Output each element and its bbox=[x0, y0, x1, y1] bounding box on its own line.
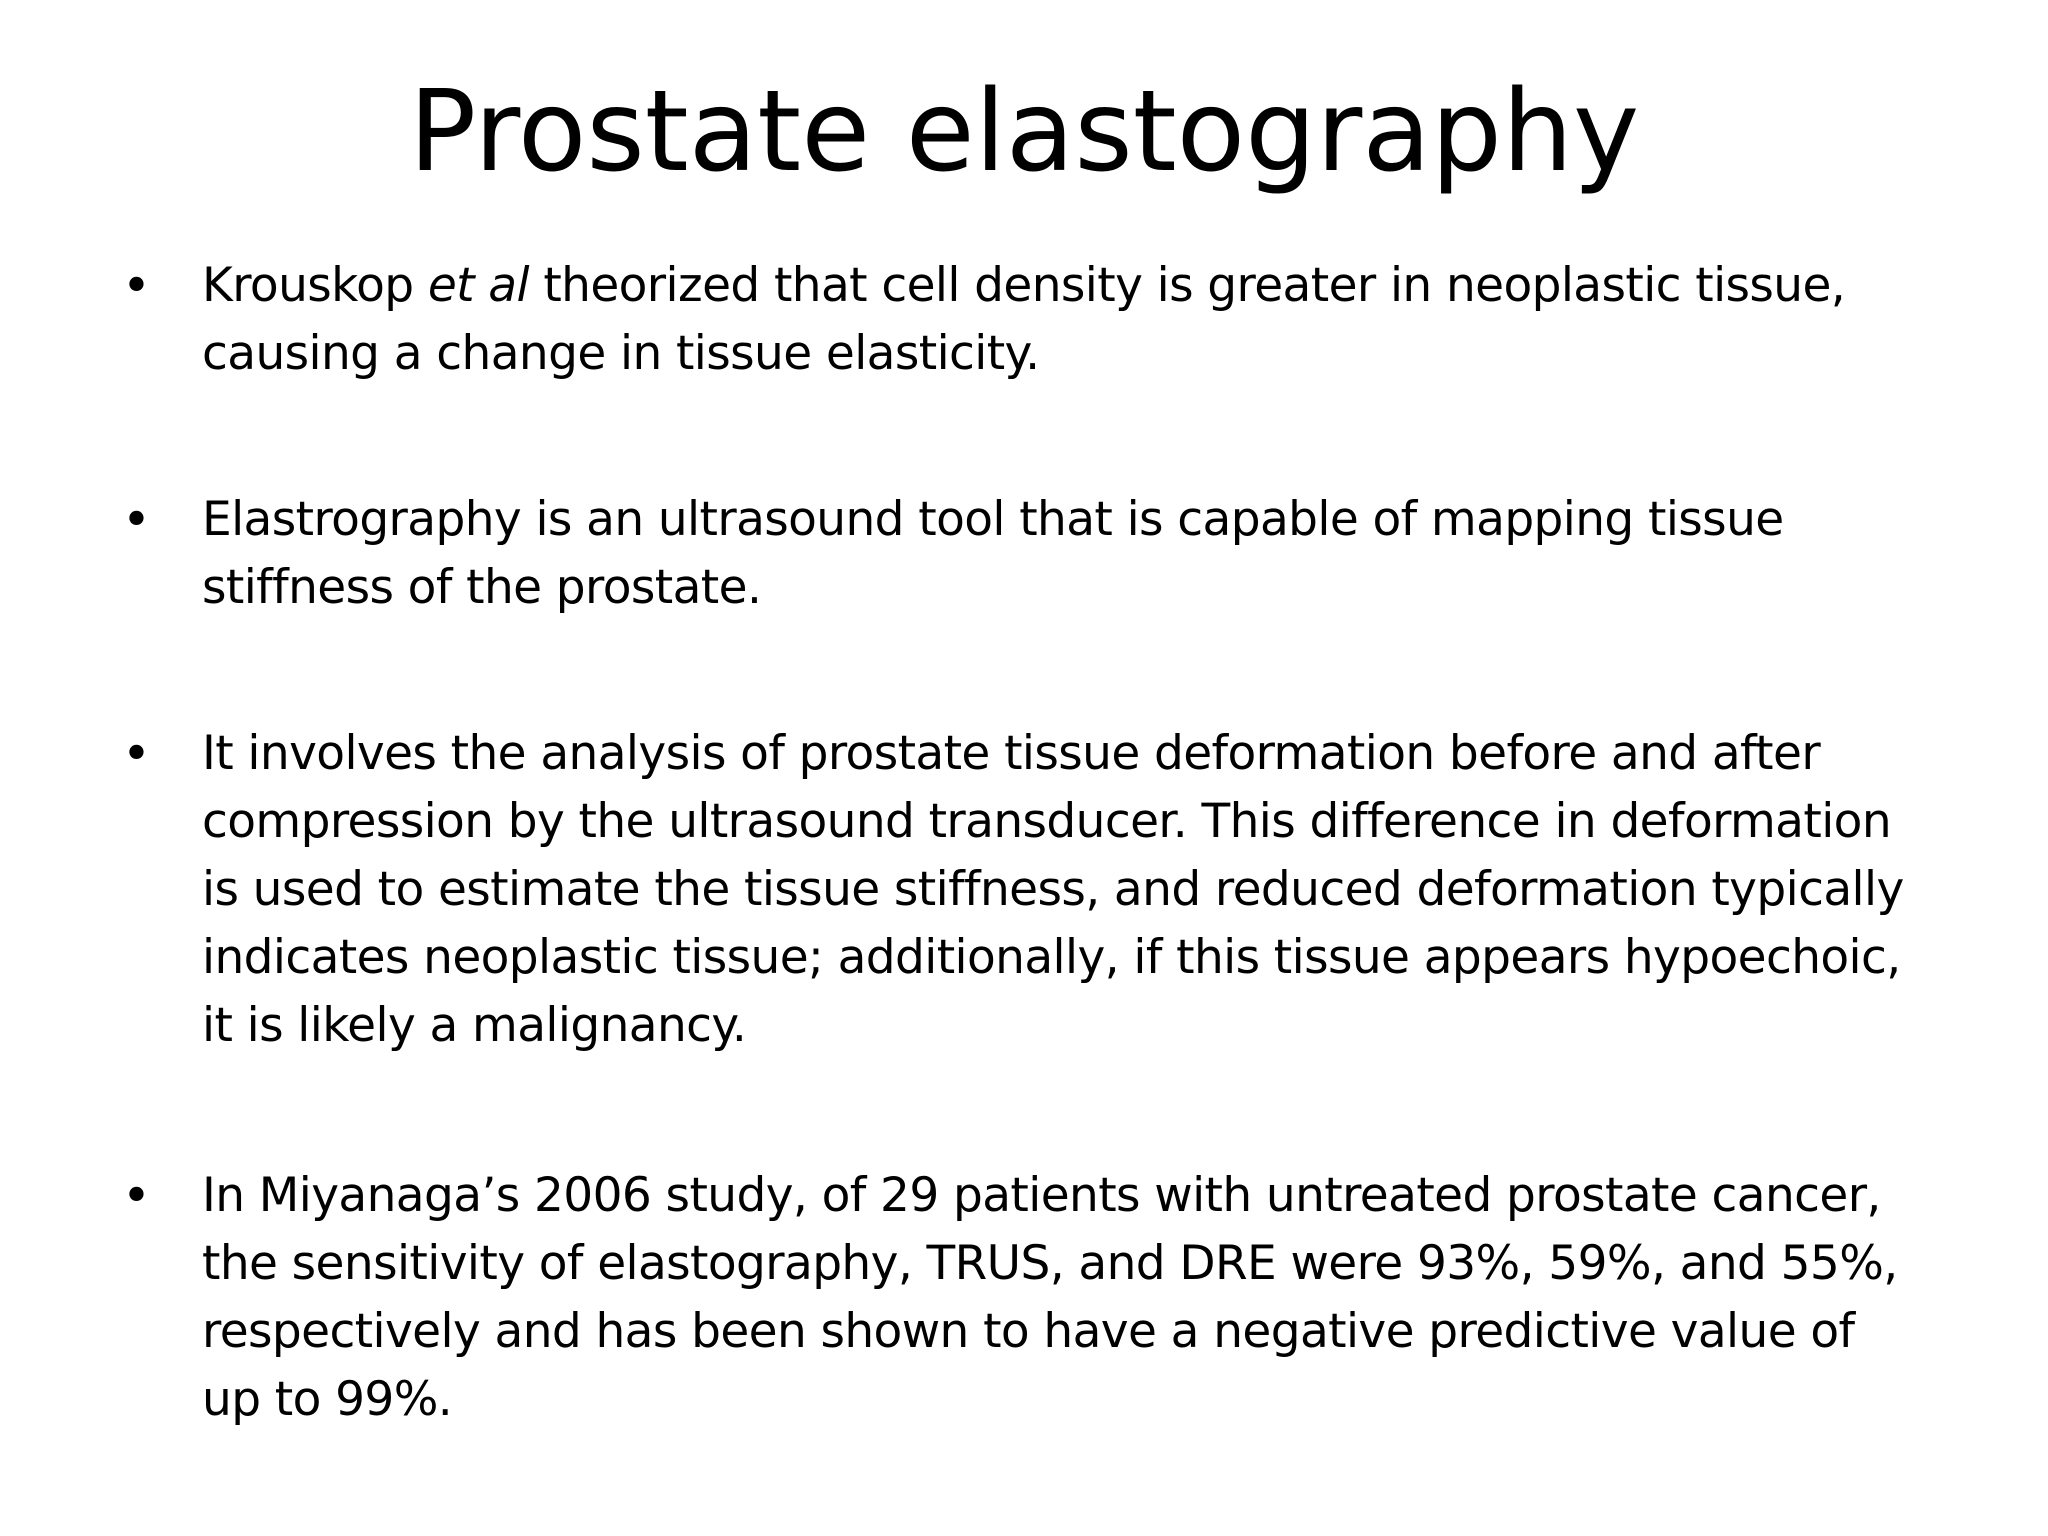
bullet-text: It involves the analysis of prostate tissue deformation before and after compression by the ultrasound transducer. This difference in deformation is used to estimate the tissue stiffness, and reduced deformation typically indicates neoplastic tissue; additionally, if this tissue appears hypoechoic, it is likely a malignancy. bbox=[202, 726, 1904, 1053]
bullet-marker: • bbox=[122, 1167, 151, 1224]
bullet-text bbox=[202, 252, 1922, 388]
bullet-text: Elastrography is an ultrasound tool that is capable of mapping tissue stiffness of the prostate. bbox=[202, 492, 1784, 615]
bullet-text: In Miyanaga’s 2006 study, of 29 patients with untreated prostate cancer, the sensitivity of elastography, TRUS, and DRE were 93%, 59%, and 55%, respectively and has been shown to have a negative predictive value of up to 99%. bbox=[202, 1168, 1898, 1427]
bullet-marker: • bbox=[122, 257, 151, 314]
bullet-marker: • bbox=[122, 491, 151, 548]
bullet-text-rest: theorized that cell density is greater in neoplastic tissue, causing a change in tissue elasticity. bbox=[202, 258, 1846, 381]
bullet-marker: • bbox=[122, 725, 151, 782]
italic-citation: et al bbox=[427, 258, 529, 313]
slide-title: Prostate elastography bbox=[408, 67, 1640, 197]
bullet-text-lead: Krouskop bbox=[202, 258, 428, 313]
